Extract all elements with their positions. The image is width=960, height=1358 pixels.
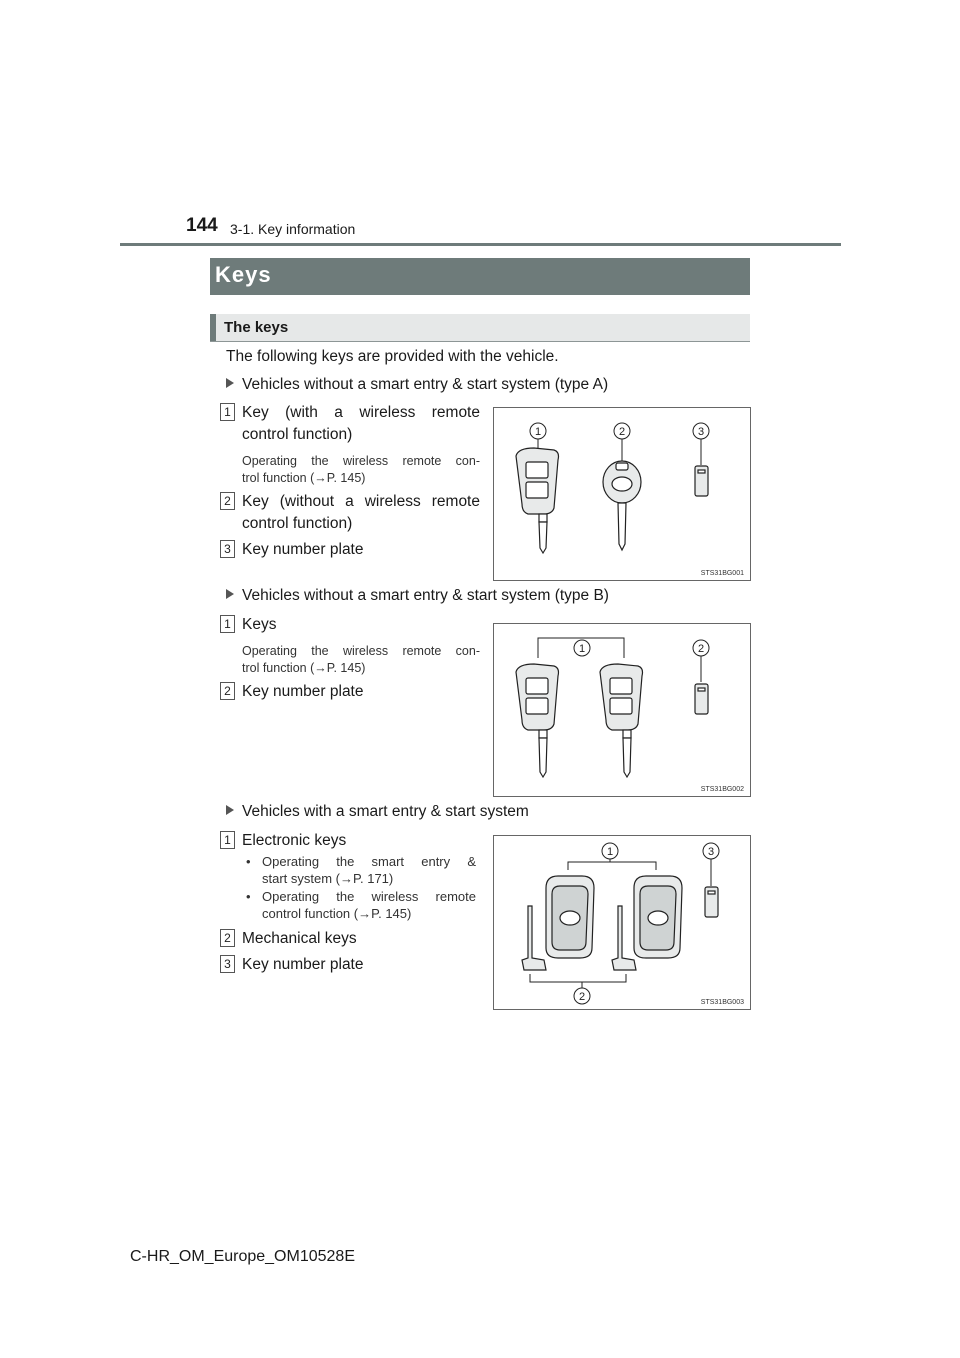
- callout-2: 2: [697, 643, 705, 655]
- page-number: 144: [186, 215, 218, 236]
- bullet-line1: Operating the smart entry &: [262, 854, 476, 869]
- case-c-item2: Mechanical keys: [242, 930, 357, 947]
- figure-keys-type-a: [493, 407, 751, 581]
- callout-1: 1: [534, 426, 542, 438]
- key-illustration-c: [494, 836, 750, 1009]
- title-bar: [210, 258, 750, 295]
- intro-text: The following keys are provided with the vehicle.: [226, 348, 559, 365]
- case-a-item3: Key number plate: [242, 541, 364, 558]
- case-b-note-line2: trol function (→P. 145): [242, 661, 366, 675]
- subsection-title: The keys: [224, 319, 289, 336]
- subsection-bar: [210, 314, 750, 342]
- callout-2: 2: [578, 991, 586, 1003]
- bullet-dot: •: [246, 889, 251, 904]
- number-box: 1: [220, 615, 235, 633]
- case-b-heading-text: Vehicles without a smart entry & start system (type B): [242, 587, 609, 604]
- section-label: 3-1. Key information: [230, 221, 356, 237]
- case-c-heading-text: Vehicles with a smart entry & start system: [242, 803, 529, 820]
- case-b-item1: Keys: [242, 616, 277, 633]
- number-box: 3: [220, 955, 235, 973]
- callout-3: 3: [697, 426, 705, 438]
- case-a-item2-line1: Key (without a wireless remote: [242, 493, 480, 510]
- callout-1: 1: [606, 846, 614, 858]
- bullet-line2: start system (→P. 171): [262, 871, 394, 886]
- bullet-line2: control function (→P. 145): [262, 906, 412, 921]
- figure-code: STS31BG001: [700, 570, 744, 577]
- case-a-note-line2: trol function (→P. 145): [242, 471, 366, 485]
- bullet-dot: •: [246, 854, 251, 869]
- key-illustration-a: [494, 408, 750, 580]
- callout-3: 3: [707, 846, 715, 858]
- case-a-heading-text: Vehicles without a smart entry & start system (type A): [242, 376, 609, 393]
- number-box: 2: [220, 492, 235, 510]
- number-box: 3: [220, 540, 235, 558]
- bullet-line1: Operating the wireless remote: [262, 889, 476, 904]
- callout-1: 1: [578, 643, 586, 655]
- number-box: 1: [220, 831, 235, 849]
- triangle-icon: [226, 378, 234, 388]
- figure-keys-smart: [493, 835, 751, 1010]
- subsection-accent: [210, 314, 216, 341]
- case-b-note-line1: Operating the wireless remote con-: [242, 644, 480, 658]
- case-b-item2: Key number plate: [242, 683, 364, 700]
- triangle-icon: [226, 589, 234, 599]
- footer-doc-id: C-HR_OM_Europe_OM10528E: [130, 1248, 355, 1265]
- case-a-item1-line2: control function): [242, 426, 353, 443]
- page-title: Keys: [215, 262, 272, 287]
- bullet-item: [246, 888, 476, 922]
- case-a-note-line1: Operating the wireless remote con-: [242, 454, 480, 468]
- figure-code: STS31BG002: [700, 786, 744, 793]
- case-c-item1: Electronic keys: [242, 832, 347, 849]
- number-box: 2: [220, 682, 235, 700]
- number-box: 2: [220, 929, 235, 947]
- callout-2: 2: [618, 426, 626, 438]
- case-a-item1-line1: Key (with a wireless remote: [242, 404, 480, 421]
- triangle-icon: [226, 805, 234, 815]
- case-c-item3: Key number plate: [242, 956, 364, 973]
- key-illustration-b: [494, 624, 750, 796]
- case-c-heading: [226, 803, 529, 821]
- case-a-item2-line2: control function): [242, 515, 353, 532]
- header-rule: [120, 243, 841, 246]
- case-a-heading: [226, 376, 608, 394]
- figure-keys-type-b: [493, 623, 751, 797]
- case-b-heading: [226, 587, 609, 605]
- bullet-item: [246, 853, 476, 887]
- number-box: 1: [220, 403, 235, 421]
- figure-code: STS31BG003: [700, 999, 744, 1006]
